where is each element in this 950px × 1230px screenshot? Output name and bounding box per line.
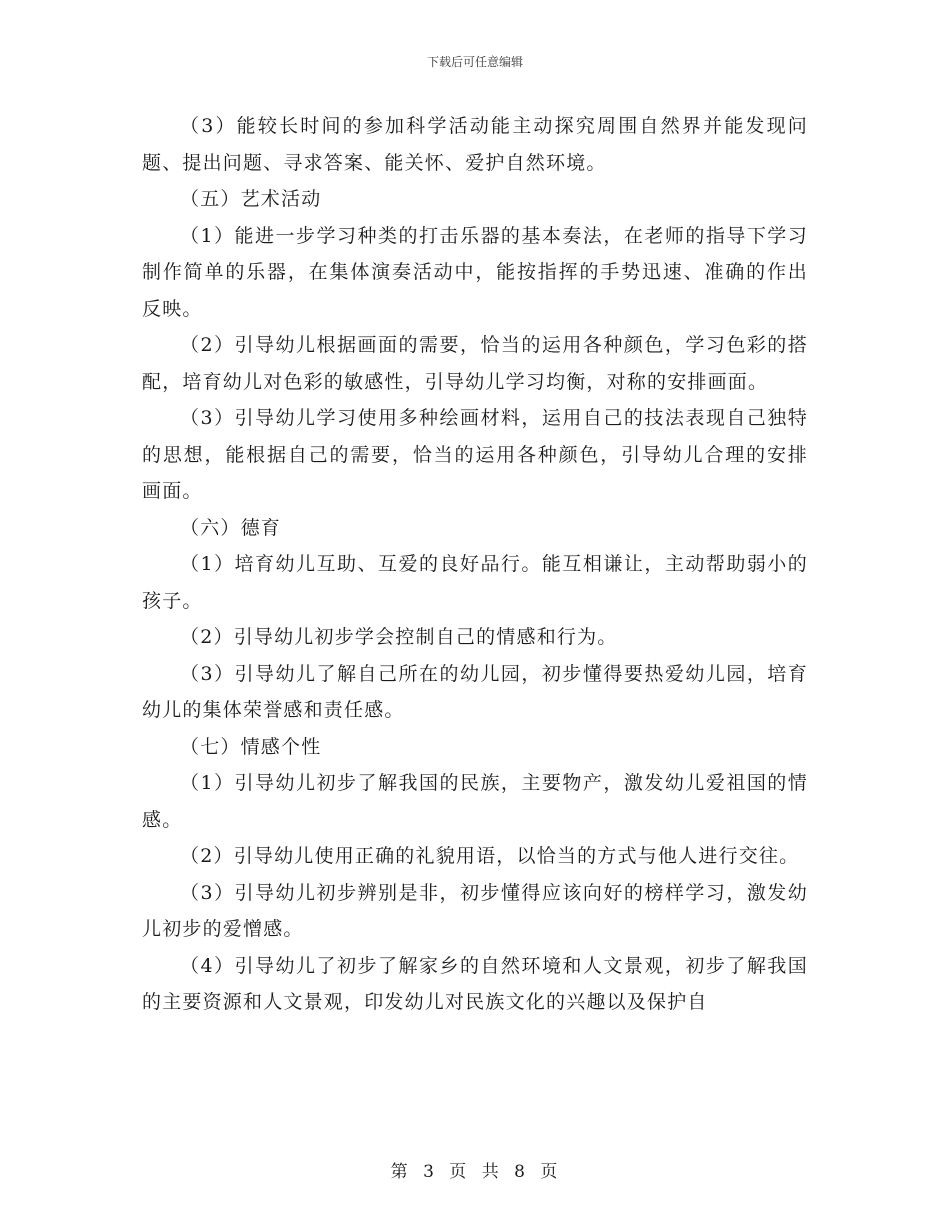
paragraph: （3）引导幼儿了解自己所在的幼儿园，初步懂得要热爱幼儿园，培育幼儿的集体荣誉感和责任感。 [142,662,808,721]
paragraph: （1）能进一步学习种类的打击乐器的基本奏法，在老师的指导下学习制作简单的乐器，在集体演奏活动中，能按指挥的手势迅速、准确的作出反映。 [142,224,808,320]
section-heading-emotion: （七）情感个性 [180,735,322,758]
page-number: 第 3 页 共 8 页 [390,1162,560,1182]
header-note: 下载后可任意编辑 [426,55,523,69]
paragraph: （2）引导幼儿使用正确的礼貌用语，以恰当的方式与他人进行交往。 [180,845,800,867]
section-heading-moral: （六）德育 [180,516,282,539]
paragraph: （3）能较长时间的参加科学活动能主动探究周围自然界并能发现问题、提出问题、寻求答案、能关怀、爱护自然环境。 [142,115,808,174]
paragraph: （2）引导幼儿根据画面的需要，恰当的运用各种颜色，学习色彩的搭配，培育幼儿对色彩的敏感性，引导幼儿学习均衡，对称的安排画面。 [142,334,808,393]
paragraph: （4）引导幼儿了初步了解家乡的自然环境和人文景观，初步了解我国的主要资源和人文景观，印发幼儿对民族文化的兴趣以及保护自 [142,954,808,1013]
paragraph: （2）引导幼儿初步学会控制自己的情感和行为。 [180,626,618,648]
paragraph: （3）引导幼儿学习使用多种绘画材料，运用自己的技法表现自己独特的思想，能根据自己的需要，恰当的运用各种颜色，引导幼儿合理的安排画面。 [142,407,808,502]
document-body [142,108,808,1021]
section-heading-arts: （五）艺术活动 [180,188,322,210]
paragraph: （1）培育幼儿互助、互爱的良好品行。能互相谦让，主动帮助弱小的孩子。 [142,553,808,612]
paragraph: （1）引导幼儿初步了解我国的民族，主要物产，激发幼儿爱祖国的情感。 [142,772,808,831]
paragraph: （3）引导幼儿初步辨别是非，初步懂得应该向好的榜样学习，激发幼儿初步的爱憎感。 [142,881,808,940]
